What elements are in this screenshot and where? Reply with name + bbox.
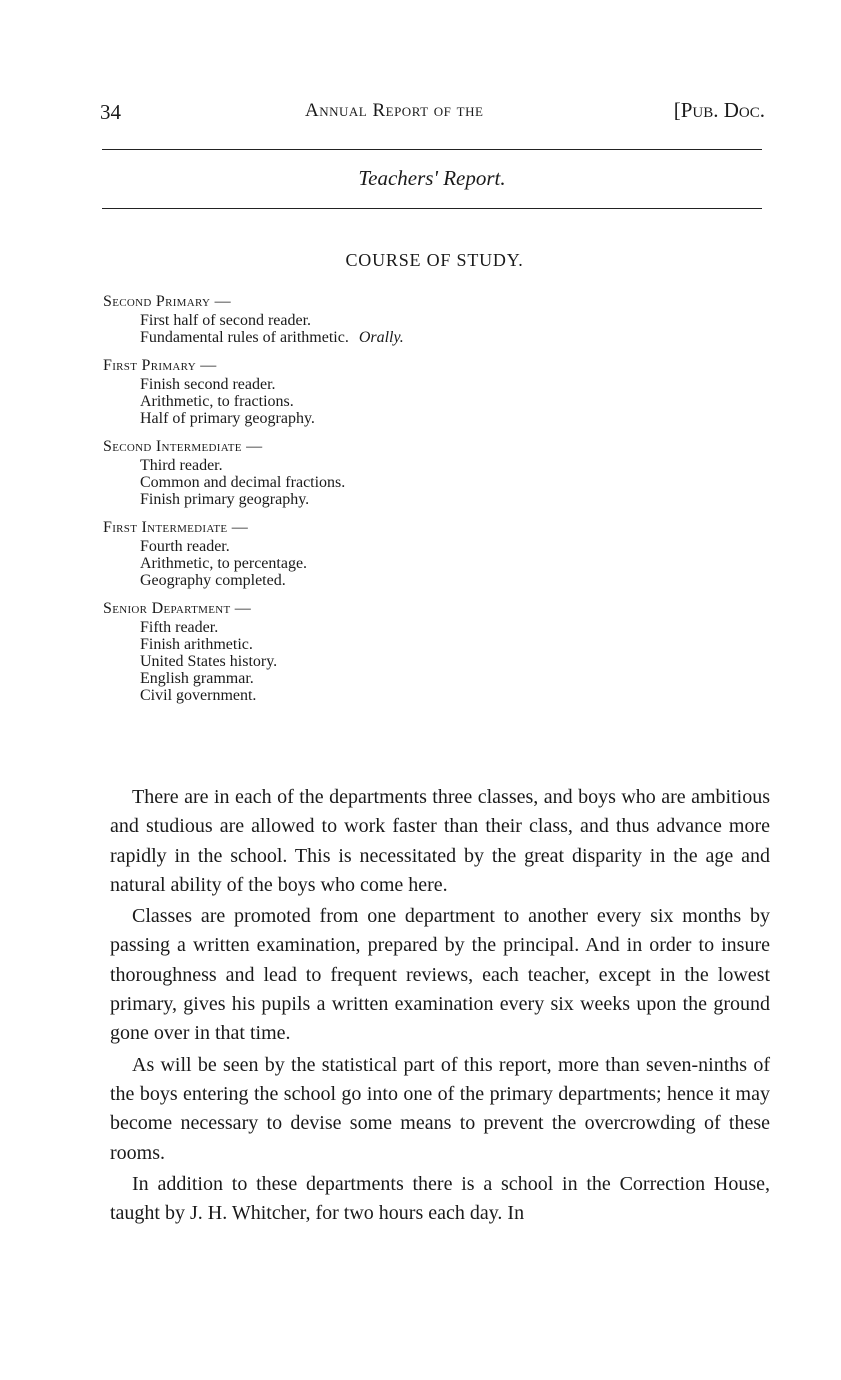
level-item: Civil government. [140, 687, 257, 704]
level-item: First half of second reader. [140, 312, 312, 329]
paragraph: Classes are promoted from one department to another every six months by passing a written examination, prepared by the principal. And in order to insure thoroughness and lead to frequent reviews, each teacher, except in the lowest primary, gives his pupils a written examination every six weeks upon the ground gone over in that time. [110, 905, 770, 1045]
level-item: Arithmetic, to percentage. [140, 555, 308, 572]
paragraph: There are in each of the departments three classes, and boys who are ambitious and studious are allowed to work faster than their class, and thus advance more rapidly in the school. This is necessitated by the great disparity in the age and natural ability of the boys who come here. [110, 786, 770, 896]
level-item: Finish arithmetic. [140, 636, 253, 653]
running-title: Annual Report of the [305, 100, 484, 121]
level-item [140, 329, 763, 346]
course-of-study-title: COURSE OF STUDY. [345, 250, 524, 270]
level-senior-department [103, 599, 763, 704]
level-name: Second Intermediate — [103, 438, 263, 455]
section-heading: Teachers' Report. [358, 166, 506, 190]
body-text [110, 783, 770, 1230]
paragraph: As will be seen by the statistical part of this report, more than seven-ninths of the boys entering the school go into one of the primary departments; hence it may become necessary to devise some means to prevent the overcrowding of these rooms. [110, 1053, 770, 1164]
header-rule-bottom [102, 208, 762, 209]
level-item: English grammar. [140, 670, 254, 687]
level-item: Half of primary geography. [140, 410, 315, 427]
course-levels [103, 292, 763, 714]
level-item-text: Fundamental rules of arithmetic. [140, 329, 349, 346]
level-name: First Primary — [103, 357, 217, 374]
level-name: Senior Department — [103, 600, 252, 617]
level-item: Finish second reader. [140, 376, 276, 393]
level-item: Fourth reader. [140, 538, 230, 555]
level-second-primary [103, 292, 763, 346]
level-name: First Intermediate — [103, 519, 249, 536]
header-rule-top [102, 149, 762, 150]
level-first-intermediate [103, 518, 763, 589]
level-note: Orally. [358, 329, 404, 346]
page-number: 34 [100, 100, 121, 124]
level-item: United States history. [140, 653, 278, 670]
level-item: Finish primary geography. [140, 491, 310, 508]
level-item: Geography completed. [140, 572, 286, 589]
level-item: Third reader. [140, 457, 223, 474]
document-reference: [Pub. Doc. [673, 98, 765, 122]
level-item: Common and decimal fractions. [140, 474, 346, 491]
level-first-primary [103, 356, 763, 427]
level-item: Fifth reader. [140, 619, 219, 636]
paragraph: In addition to these departments there is a school in the Correction House, taught by J. H. Whitcher, for two hours each day. In [110, 1172, 770, 1225]
level-name: Second Primary — [103, 293, 231, 310]
level-item: Arithmetic, to fractions. [140, 393, 294, 410]
level-second-intermediate [103, 437, 763, 508]
running-header [100, 100, 765, 130]
